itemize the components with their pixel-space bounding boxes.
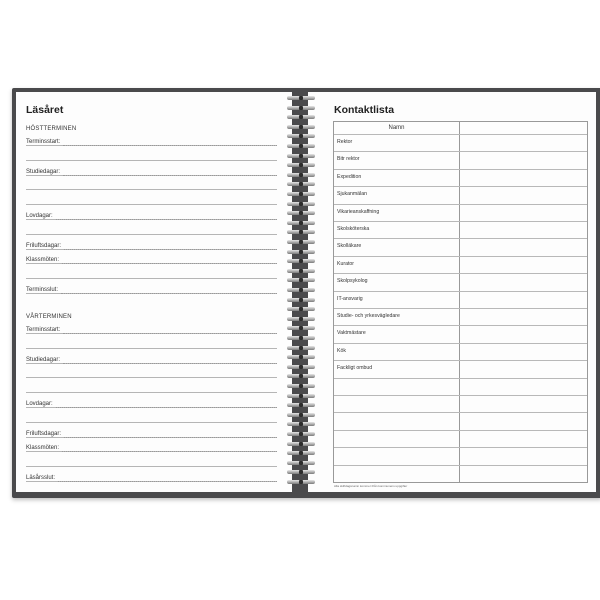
table-row [334,378,587,379]
row-label: Skolsköterska [337,226,370,232]
spiral-ring [287,259,315,263]
spiral-ring [287,202,315,206]
field-label: Terminsstart: [26,327,61,333]
table-row [334,465,587,466]
dotted-leader [63,363,277,364]
row-label: Kök [337,347,346,354]
row-label: Studie- och yrkesvägledare [337,313,400,319]
dotted-leader [62,451,277,452]
dotted-leader [63,333,277,334]
spiral-ring [287,374,315,378]
write-line [26,189,277,190]
row-label: IT-ansvarig [337,295,363,302]
table-row [334,273,587,274]
table-row [334,360,587,361]
table-row [334,204,587,205]
spiral-ring [287,470,315,474]
dotted-leader [63,145,277,146]
write-line [26,377,277,378]
table-row [334,151,587,152]
table-row [334,308,587,309]
dotted-leader [56,407,277,408]
spiral-ring [287,403,315,407]
section-title: VÅRTERMINEN [26,314,72,320]
table-row [334,256,587,257]
field-label: Friluftsdagar: [26,242,62,249]
row-label: Expedition [337,173,362,180]
write-line [26,392,277,393]
row-label: Skolpsykolog [337,278,368,285]
table-row [334,134,587,135]
spiral-ring [287,269,315,273]
dotted-leader [64,249,277,250]
section-title: HÖSTTERMINEN [26,126,77,132]
spiral-ring [287,163,315,167]
row-label: Skolläkare [337,243,362,250]
write-line [26,278,277,279]
column-divider [459,122,460,482]
field-label: Studiedagar: [26,356,61,363]
table-row [334,447,587,448]
write-line [26,422,277,423]
spiral-ring [287,134,315,138]
spiral-ring [287,173,315,177]
spiral-ring [287,480,315,484]
field-label: Klassmöten: [26,445,60,452]
dotted-leader [64,437,277,438]
row-label: Vikarieanskaffning [337,208,380,215]
spiral-ring [287,115,315,119]
page-title-kontaktlista: Kontaktlista [334,104,395,116]
spiral-ring [287,442,315,446]
spiral-ring [287,221,315,225]
dotted-leader [58,481,277,482]
spiral-ring [287,230,315,234]
write-line [26,466,277,467]
spiral-ring [287,384,315,388]
footnote: Alla skiftdagsnamn kommer ifrån kommunens uppgifter [334,484,408,488]
row-label: Rektor [337,139,353,145]
write-line [26,204,277,205]
field-label: Läsårsslut: [26,475,56,481]
spiral-ring [287,365,315,369]
spiral-ring [287,144,315,148]
spiral-ring [287,96,315,100]
spiral-ring [287,125,315,129]
page-title-lasaret: Läsåret [26,104,64,116]
field-label: Terminsslut: [26,287,59,293]
spiral-ring [287,278,315,282]
spiral-ring [287,326,315,330]
table-row [334,238,587,239]
spiral-ring [287,211,315,215]
spiral-ring [287,346,315,350]
spiral-ring [287,394,315,398]
contact-table [333,121,588,483]
row-label: Vaktmästare [337,330,366,337]
field-label: Klassmöten: [26,257,60,264]
spiral-ring [287,288,315,292]
spiral-ring [287,307,315,311]
spiral-ring [287,451,315,455]
table-row [334,412,587,413]
dotted-leader [63,175,277,176]
field-label: Friluftsdagar: [26,430,62,437]
table-row [334,325,587,326]
table-row [334,430,587,431]
write-line [26,160,277,161]
spiral-ring [287,432,315,436]
table-row [334,186,587,187]
spiral-ring [287,240,315,244]
dotted-leader [61,293,277,294]
spiral-ring [287,250,315,254]
spiral-binding [286,92,316,492]
field-label: Lovdagar: [26,401,53,407]
spiral-ring [287,413,315,417]
spiral-ring [287,154,315,158]
row-label: Bitr rektor [337,156,360,163]
spiral-ring [287,422,315,426]
spiral-ring [287,336,315,340]
field-label: Terminsstart: [26,139,61,145]
spiral-ring [287,355,315,359]
spiral-ring [287,298,315,302]
table-row [334,343,587,344]
spiral-ring [287,317,315,321]
table-row [334,395,587,396]
field-label: Lovdagar: [26,213,53,219]
write-line [26,234,277,235]
table-row [334,221,587,222]
spiral-ring [287,461,315,465]
write-line [26,348,277,349]
row-label: Kurator [337,260,355,267]
dotted-leader [62,263,277,264]
dotted-leader [56,219,277,220]
row-label: Sjukanmälan [337,191,367,198]
table-row [334,291,587,292]
spiral-ring [287,182,315,186]
spiral-ring [287,192,315,196]
spiral-ring [287,106,315,110]
column-header-namn: Namn [388,125,405,131]
table-row [334,169,587,170]
field-label: Studiedagar: [26,168,61,175]
row-label: Fackligt ombud [337,365,373,372]
